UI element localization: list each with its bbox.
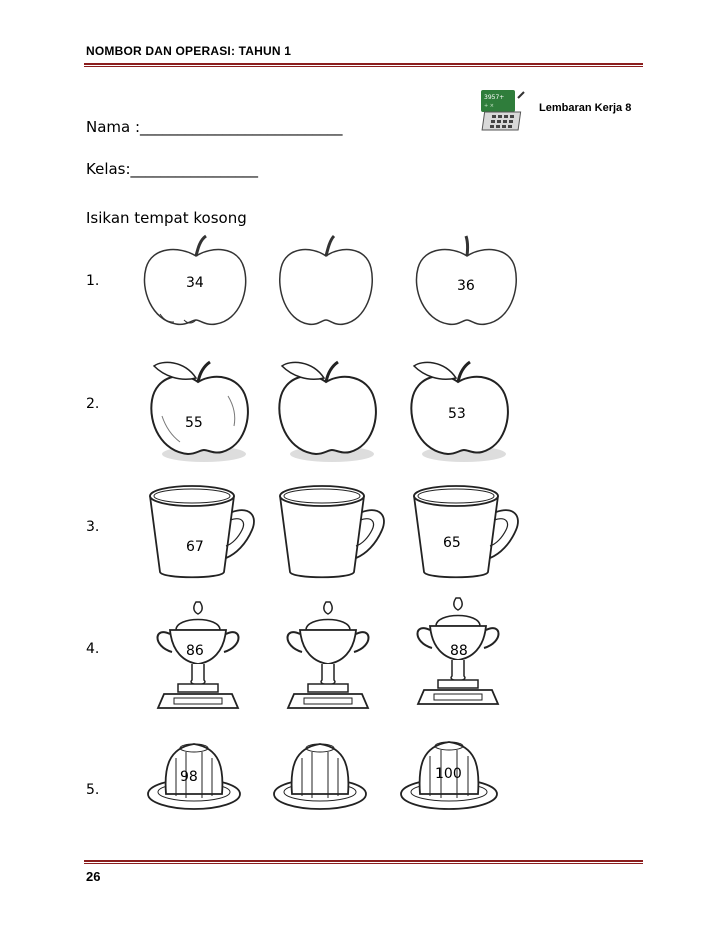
header-rule-thin <box>84 66 643 67</box>
question-4-value-3: 88 <box>450 643 468 659</box>
apple-with-leaf-1 <box>148 356 252 464</box>
jelly-cake-2 <box>272 738 368 812</box>
question-2-value-1: 55 <box>185 415 203 431</box>
question-1-number: 1. <box>86 273 100 289</box>
question-3-number: 3. <box>86 519 100 535</box>
question-2-number: 2. <box>86 396 100 412</box>
calculator-icon <box>480 88 526 132</box>
trophy-2 <box>282 600 376 716</box>
question-5-number: 5. <box>86 782 100 798</box>
apple-outline-2 <box>276 234 376 330</box>
question-1-value-1: 34 <box>186 275 204 291</box>
question-1-value-3: 36 <box>457 278 475 294</box>
question-2-value-3: 53 <box>448 406 466 422</box>
question-4-number: 4. <box>86 641 100 657</box>
svg-text:+ ×: + × <box>484 103 494 109</box>
question-5-value-3: 100 <box>435 766 462 782</box>
class-field[interactable]: Kelas:_________________ <box>86 160 259 178</box>
question-5-value-1: 98 <box>180 769 198 785</box>
cup-2 <box>276 484 390 584</box>
calculator-screen-text: 3957+ <box>484 94 505 101</box>
footer-rule-thin <box>84 863 643 864</box>
name-field[interactable]: Nama :___________________________ <box>86 118 343 136</box>
header-rule <box>84 63 643 65</box>
question-3-value-3: 65 <box>443 535 461 551</box>
page-number: 26 <box>86 869 101 884</box>
apple-with-leaf-2 <box>276 356 380 464</box>
question-4-value-1: 86 <box>186 643 204 659</box>
footer-rule <box>84 860 643 862</box>
question-3-value-1: 67 <box>186 539 204 555</box>
worksheet-header-title: NOMBOR DAN OPERASI: TAHUN 1 <box>86 44 292 58</box>
instruction-text: Isikan tempat kosong <box>86 209 247 227</box>
cup-1 <box>146 484 260 584</box>
cup-3 <box>410 484 524 584</box>
worksheet-number-label: Lembaran Kerja 8 <box>539 102 632 114</box>
